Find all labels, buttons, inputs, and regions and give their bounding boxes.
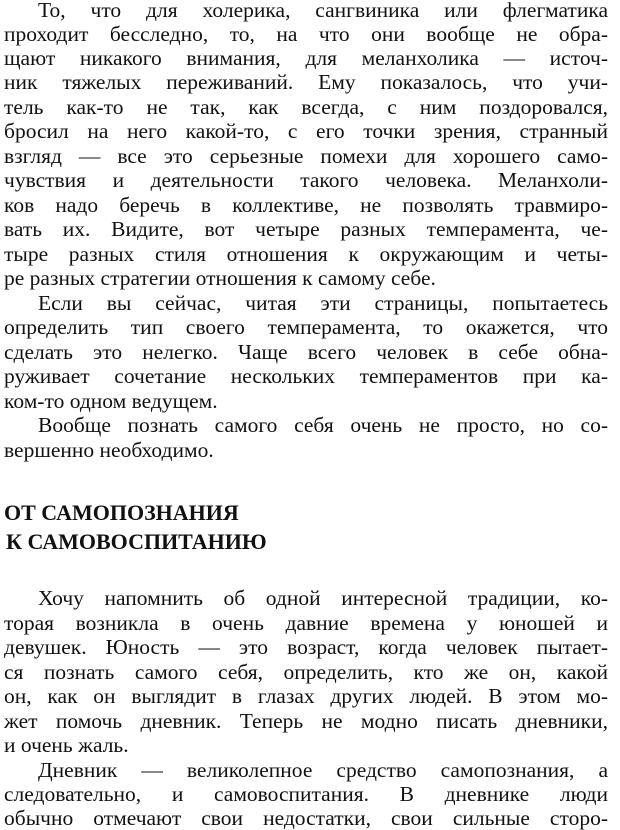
text-line: тель как-то не так, как всегда, с ним поздоровался,: [4, 95, 608, 119]
text-line: вать их. Видите, вот четыре разных темперамента, че-: [4, 217, 608, 241]
text-line: и очень жаль.: [4, 733, 129, 757]
text-line: он, как он выглядит в глазах других людей. В этом мо-: [4, 684, 608, 708]
section-heading-line-1: ОТ САМОПОЗНАНИЯ: [4, 500, 239, 525]
text-line: девушек. Юность — это возраст, когда человек пытает-: [4, 635, 608, 659]
text-line: ков надо беречь в коллективе, не позволять травмиро-: [4, 193, 608, 217]
text-line: чувствия и деятельности такого человека. Меланхоли-: [4, 168, 608, 192]
section-heading-line-2: К САМОВОСПИТАНИЮ: [6, 529, 267, 554]
text-line: взгляд — все это серьезные помехи для хорошего само-: [4, 144, 608, 168]
text-line: обычно отмечают свои недостатки, свои сильные сторо-: [4, 806, 608, 830]
text-line: Вообще познать самого себя очень не просто, но со-: [38, 413, 608, 437]
text-line: сделать это нелегко. Чаще всего человек в себе обна-: [4, 340, 608, 364]
text-line: Если вы сейчас, читая эти страницы, попытаетесь: [38, 291, 608, 315]
text-line: Хочу напомнить об одной интересной традиции, ко-: [38, 586, 608, 610]
text-line: ся познать самого себя, определить, кто же он, какой: [4, 660, 608, 684]
text-line: То, что для холерика, сангвиника или флегматика: [38, 0, 608, 22]
text-line: ре разных стратегии отношения к самому себе.: [4, 266, 436, 290]
text-line: следовательно, и самовоспитания. В дневнике люди: [4, 782, 608, 806]
text-line: торая возникла в очень давние времена у юношей и: [4, 611, 608, 635]
text-line: бросил на него какой-то, с его точки зрения, странный: [4, 119, 608, 143]
text-line: ком-то одном ведущем.: [4, 389, 218, 413]
text-line: определить тип своего темперамента, то окажется, что: [4, 315, 608, 339]
text-line: щают никакого внимания, для меланхолика — источ-: [4, 46, 608, 70]
text-line: ник тяжелых переживаний. Ему показалось, что учи-: [4, 70, 608, 94]
text-line: жет помочь дневник. Теперь не модно писать дневники,: [4, 709, 608, 733]
text-line: руживает сочетание нескольких темпераментов при ка-: [4, 364, 608, 388]
text-line: проходит бесследно, то, на что они вообще не обра-: [4, 22, 608, 46]
text-line: тыре разных стиля отношения к окружающим и четы-: [4, 242, 608, 266]
text-line: вершенно необходимо.: [4, 438, 214, 462]
text-line: Дневник — великолепное средство самопознания, а: [38, 758, 608, 782]
